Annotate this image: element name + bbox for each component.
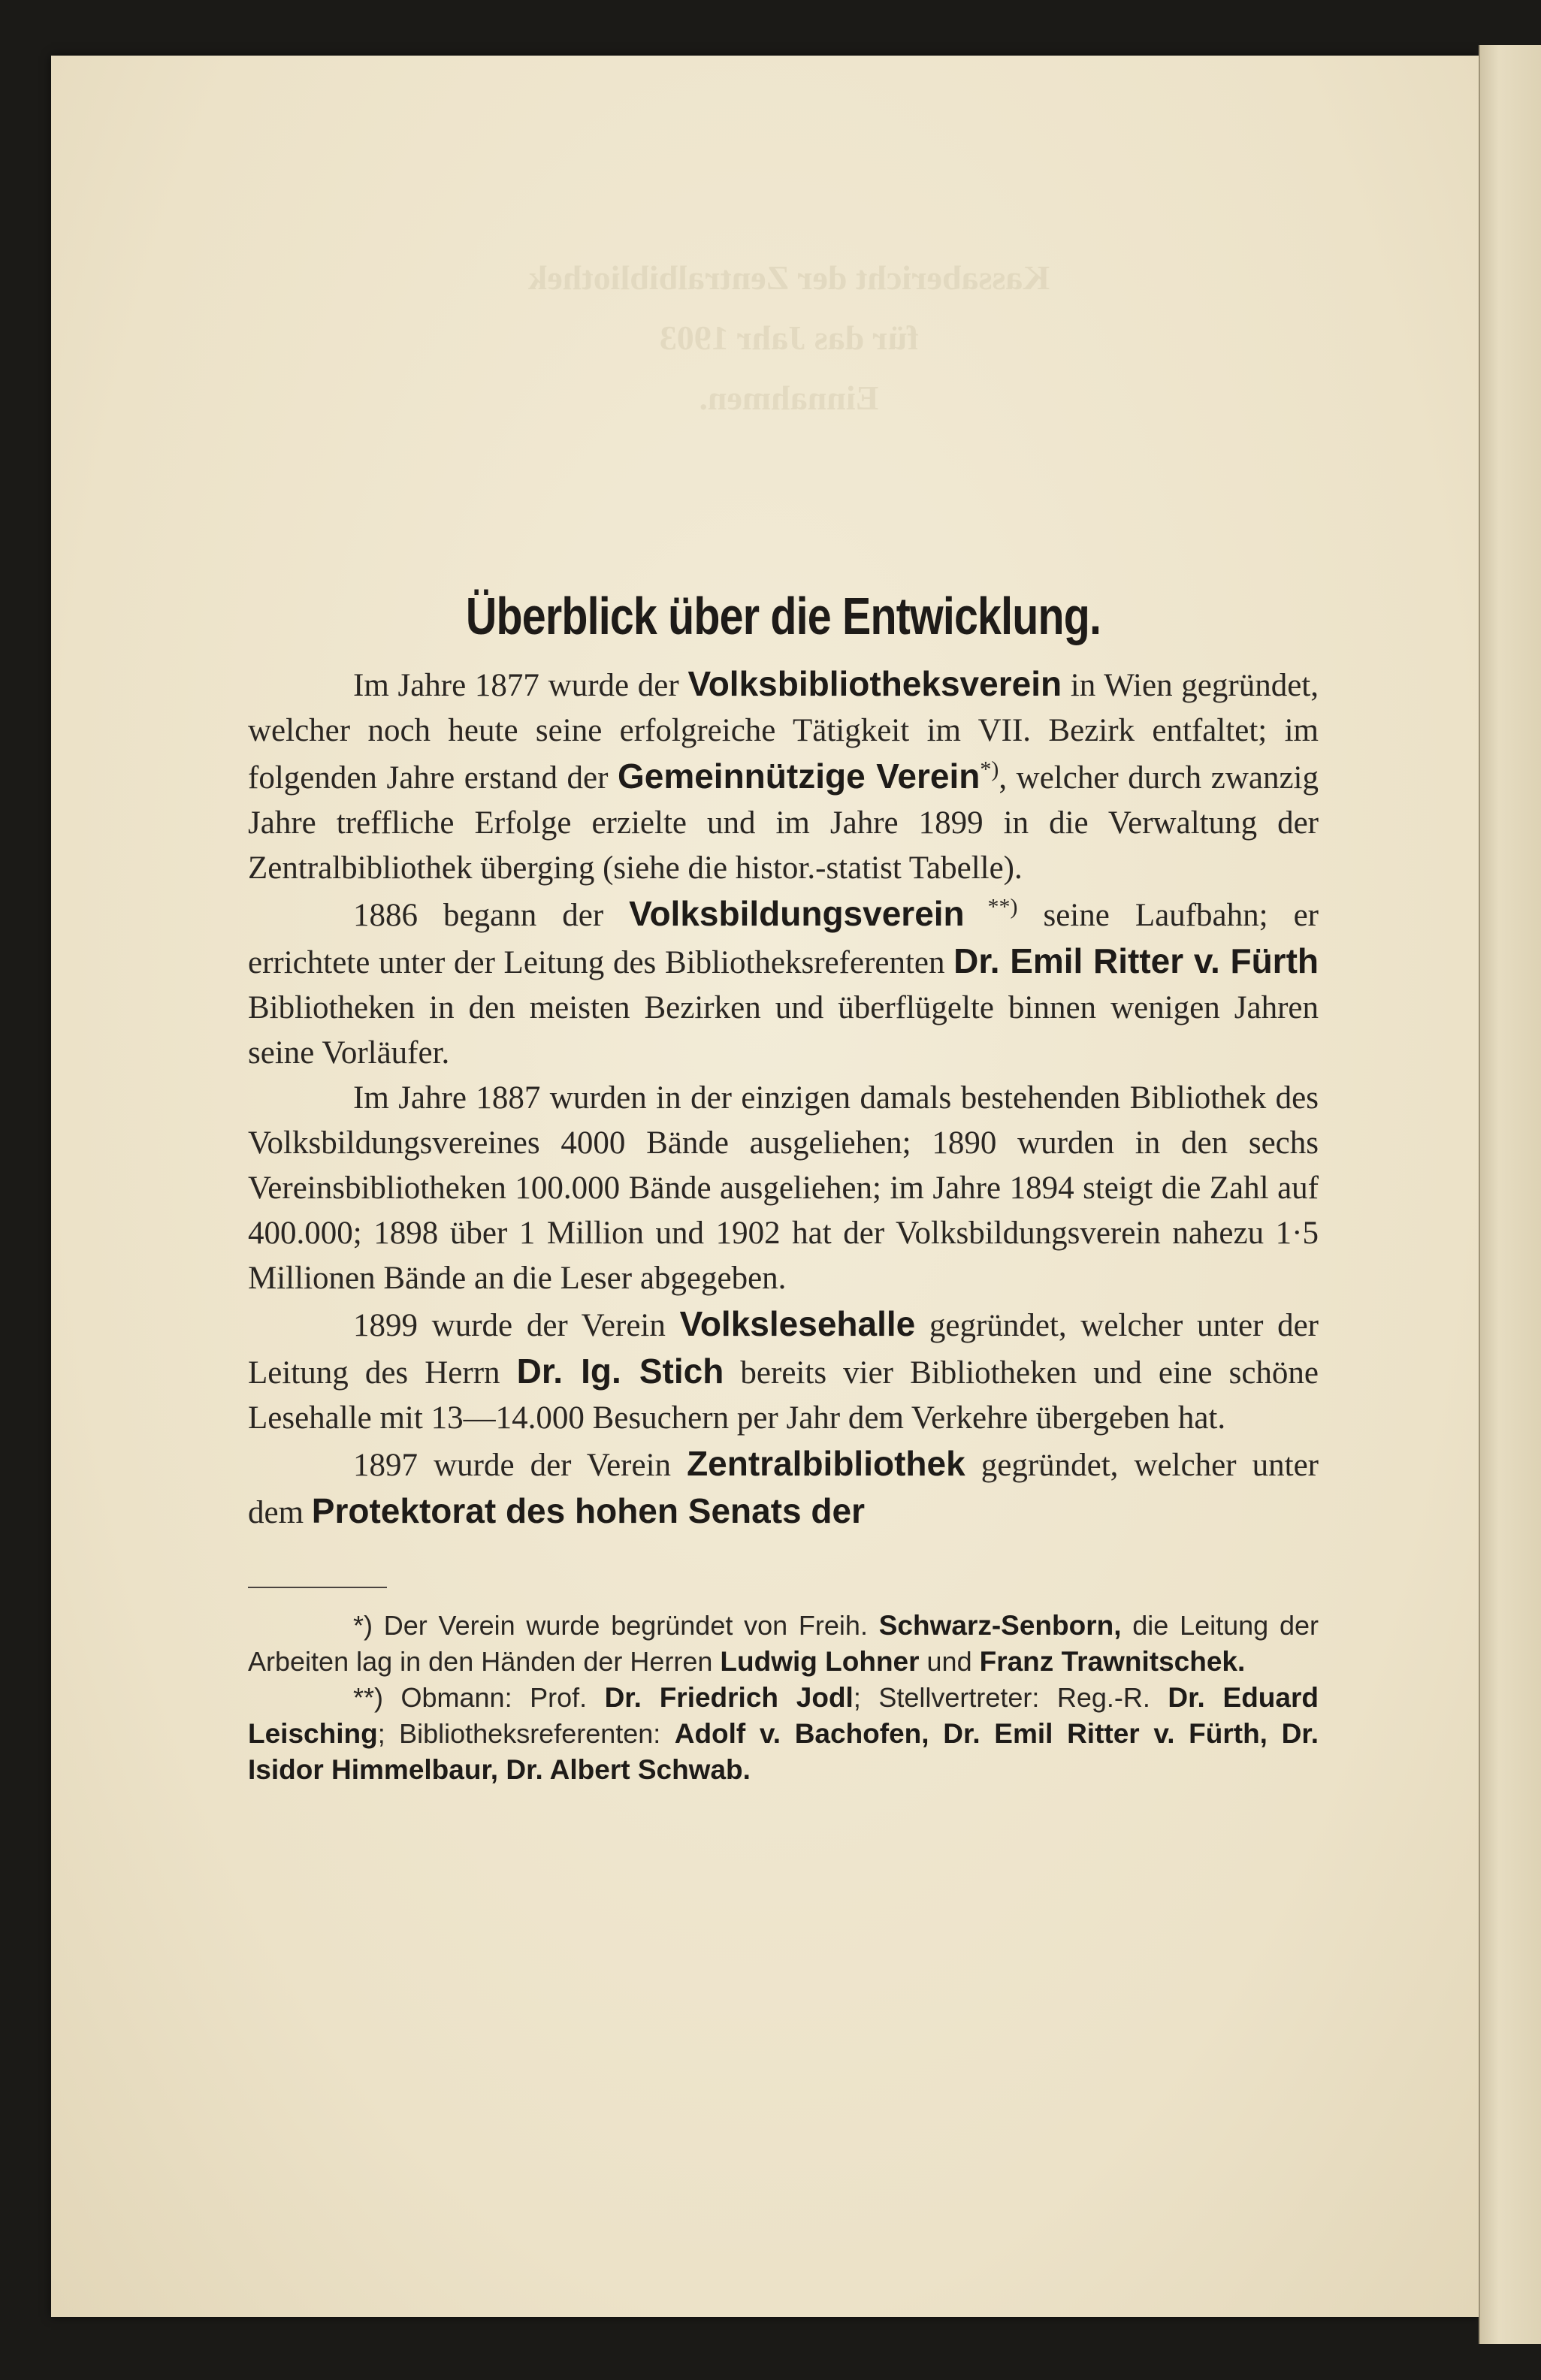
next-page-edge xyxy=(1479,45,1541,2344)
footnote-1 xyxy=(248,1608,1319,1680)
footnote-2 xyxy=(248,1680,1319,1788)
ghost-line: Einnahmen. xyxy=(699,379,879,417)
text-run: ; Stellvertreter: Reg.-R. xyxy=(853,1682,1168,1713)
text-run: in Wien gegründet, welcher noch heute seine erfolgreiche Tätigkeit im VII. Bezirk entfaltet; im folgenden Jahre erstand der xyxy=(248,668,1319,796)
text-run: gegründet, welcher unter der Leitung des Herrn xyxy=(248,1308,1319,1391)
text-run: gegründet, welcher unter dem xyxy=(248,1448,1319,1530)
text-run: ; Bibliotheksreferenten: xyxy=(377,1718,675,1749)
bold-name: Ludwig Lohner xyxy=(720,1646,920,1677)
text-run: 1886 begann der xyxy=(353,898,630,933)
bold-name: Gemeinnützige Verein xyxy=(617,757,980,796)
ghost-line: für das Jahr 1903 xyxy=(659,319,919,357)
text-run: bereits vier Bibliotheken und eine schöne Lesehalle mit 13—14.000 Besuchern per Jahr dem Verkehre übergeben hat. xyxy=(248,1355,1319,1436)
text-run: Der Verein wurde begründet von Freih. xyxy=(373,1610,879,1641)
footnote-marker: **) xyxy=(964,894,1018,920)
footnote-divider xyxy=(248,1587,387,1588)
bold-name: Zentralbibliothek xyxy=(687,1444,965,1483)
ghost-line: Kassabericht der Zentralbibliothek xyxy=(527,258,1050,297)
page-title: Überblick über die Entwicklung. xyxy=(465,587,1101,645)
footnote-marker: **) xyxy=(353,1682,384,1713)
bold-name: Protektorat des hohen Senats der xyxy=(311,1491,865,1530)
bold-name: Franz Trawnitschek. xyxy=(979,1646,1246,1677)
footnote-marker: *) xyxy=(980,757,999,782)
text-run: Im Jahre 1887 wurden in der einzigen damals bestehenden Bibliothek des Volksbildungsvereines 4000 Bände ausgeliehen; 1890 wurden in den sechs Vereinsbibliotheken 100.000 Bände ausgeliehen; im Jahre 1894 steigt die Zahl auf 400.000; 1898 über 1 Million und 1902 hat der Volksbildungsverein nahezu 1·5 Millionen Bände an die Leser abgegeben. xyxy=(248,1080,1319,1296)
bold-name: Adolf v. Bachofen, Dr. Emil Ritter v. Fürth, Dr. Isidor Himmelbaur, Dr. Albert Schwab. xyxy=(248,1718,1319,1785)
text-run: Im Jahre 1877 wurde der xyxy=(353,668,688,703)
bold-name: Dr. Emil Ritter v. Fürth xyxy=(953,941,1319,980)
bold-name: Volksbibliotheksverein xyxy=(687,664,1062,703)
text-run: 1897 wurde der Verein xyxy=(353,1448,687,1483)
text-run: seine Laufbahn; er errichtete unter der Leitung des Bibliotheksreferenten xyxy=(248,898,1319,980)
page-content xyxy=(248,586,1319,1788)
text-run: die Leitung der Arbeiten lag in den Händen der Herren xyxy=(248,1610,1319,1677)
footnote-marker: *) xyxy=(353,1610,373,1641)
bold-name: Schwarz-Senborn, xyxy=(878,1610,1122,1641)
bold-name: Dr. Friedrich Jodl xyxy=(604,1682,854,1713)
paragraph-1 xyxy=(248,661,1319,891)
text-run: Obmann: Prof. xyxy=(383,1682,605,1713)
text-run: und xyxy=(919,1646,980,1677)
paragraph-3 xyxy=(248,1076,1319,1301)
bold-name: Volksbildungsverein xyxy=(629,894,965,933)
bold-name: Volkslesehalle xyxy=(679,1304,916,1343)
text-run: Bibliotheken in den meisten Bezirken und überflügelte binnen wenigen Jahren seine Vorläufer. xyxy=(248,990,1319,1071)
paragraph-2 xyxy=(248,891,1319,1076)
text-run: , welcher durch zwanzig Jahre treffliche Erfolge erzielte und im Jahre 1899 in die Verwaltung der Zentralbibliothek überging (siehe die histor.-statist Tabelle). xyxy=(248,760,1319,886)
paragraph-4 xyxy=(248,1301,1319,1441)
paragraph-5 xyxy=(248,1441,1319,1536)
bold-name: Dr. Eduard Leisching xyxy=(248,1682,1319,1749)
bold-name: Dr. Ig. Stich xyxy=(516,1352,724,1391)
text-run: 1899 wurde der Verein xyxy=(353,1308,680,1343)
